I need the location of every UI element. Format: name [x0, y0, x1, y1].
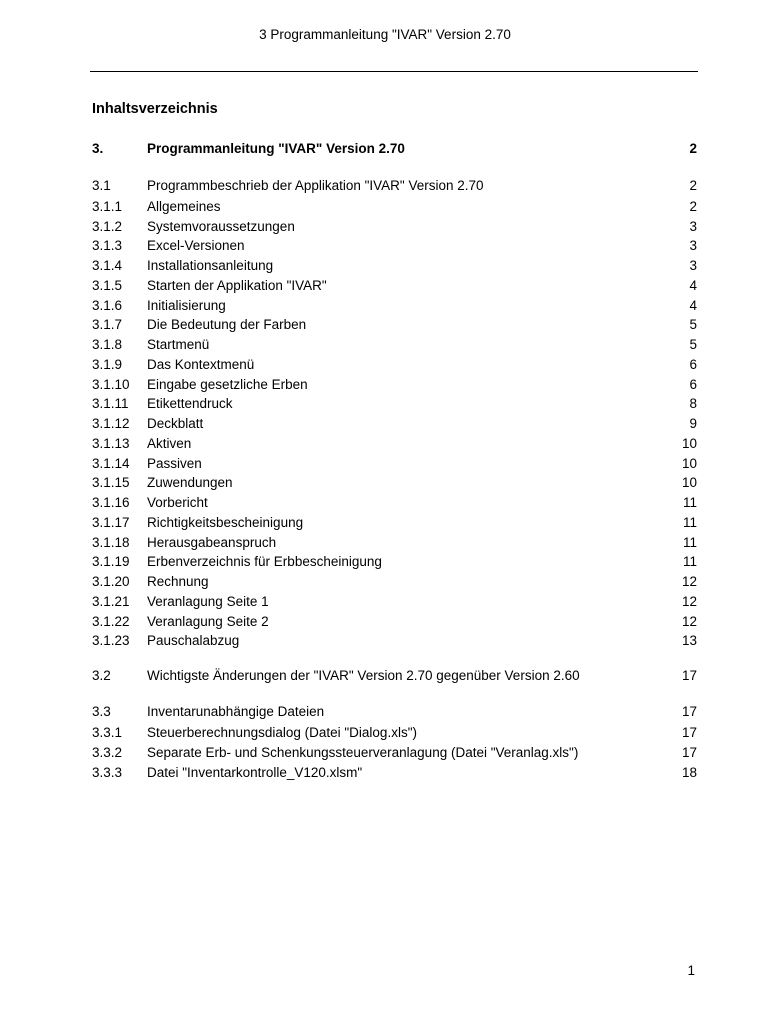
toc-entry[interactable]	[92, 296, 697, 316]
toc-entry-page: 10	[681, 475, 697, 491]
toc-entry-label: Starten der Applikation "IVAR"	[147, 277, 327, 293]
toc-entry-section-3-2[interactable]	[92, 665, 697, 687]
toc-entry-label: Steuerberechnungsdialog (Datei "Dialog.xls")	[147, 725, 417, 740]
running-header: 3 Programmanleitung "IVAR" Version 2.70	[259, 27, 511, 42]
toc-entry-label: Veranlagung Seite 2	[147, 613, 269, 629]
toc-entry-label: Erbenverzeichnis für Erbbescheinigung	[147, 554, 382, 570]
toc-entry-page: 5	[689, 317, 697, 333]
toc-entry-page: 17	[681, 725, 697, 740]
toc-entry-page: 5	[689, 337, 697, 352]
toc-title: Inhaltsverzeichnis	[92, 101, 218, 117]
toc-entry-number: 3.1.1	[92, 198, 123, 214]
toc-entry-label: Programmanleitung "IVAR" Version 2.70	[147, 141, 405, 156]
table-of-contents	[92, 139, 697, 782]
toc-entry-number: 3.2	[92, 668, 111, 683]
toc-entry-number: 3.3.1	[92, 725, 123, 740]
toc-entry-page: 9	[689, 416, 697, 431]
toc-entry-label: Passiven	[147, 455, 202, 471]
toc-entry-number: 3.	[92, 141, 104, 156]
toc-entry-number: 3.1.15	[92, 475, 130, 491]
toc-entry-number: 3.1.2	[92, 218, 123, 234]
toc-entry-label: Excel-Versionen	[147, 238, 245, 254]
header-rule	[90, 71, 698, 72]
toc-entry-page: 4	[689, 277, 697, 293]
toc-subsection-list-3-1	[92, 197, 697, 651]
toc-entry[interactable]	[92, 533, 697, 553]
toc-entry-label: Etikettendruck	[147, 396, 233, 412]
toc-entry-label: Eingabe gesetzliche Erben	[147, 376, 308, 392]
toc-entry-number: 3.1.22	[92, 613, 130, 629]
toc-entry-label: Programmbeschrieb der Applikation "IVAR" Version 2.70	[147, 177, 484, 193]
toc-entry[interactable]	[92, 572, 697, 592]
toc-entry-label: Separate Erb- und Schenkungssteuerveranlagung (Datei "Veranlag.xls")	[147, 744, 579, 760]
toc-entry-page: 17	[681, 744, 697, 760]
toc-entry-label: Inventarunabhängige Dateien	[147, 704, 325, 719]
toc-entry-page: 11	[682, 554, 697, 570]
toc-entry[interactable]	[92, 315, 697, 335]
toc-entry-number: 3.3.3	[92, 764, 123, 780]
toc-entry-label: Die Bedeutung der Farben	[147, 317, 307, 333]
toc-entry-label: Herausgabeanspruch	[147, 534, 277, 550]
toc-entry-number: 3.1.12	[92, 416, 130, 431]
toc-entry-label: Systemvoraussetzungen	[147, 218, 295, 234]
toc-entry[interactable]	[92, 414, 697, 434]
toc-entry-number: 3.1.23	[92, 633, 130, 649]
toc-entry[interactable]	[92, 355, 697, 375]
toc-entry[interactable]	[92, 631, 697, 651]
toc-entry-page: 3	[689, 258, 697, 273]
toc-entry-number: 3.1.6	[92, 297, 123, 313]
toc-entry-label: Pauschalabzug	[147, 633, 240, 649]
toc-entry-label: Allgemeines	[147, 198, 221, 214]
toc-entry-page: 3	[689, 238, 697, 254]
toc-entry-number: 3.1.7	[92, 317, 123, 333]
toc-entry[interactable]	[92, 375, 697, 395]
toc-entry-number: 3.1.10	[92, 376, 130, 392]
toc-entry[interactable]	[92, 217, 697, 237]
toc-entry-page: 17	[681, 704, 697, 719]
toc-entry-page: 17	[681, 668, 697, 683]
toc-entry-page: 10	[681, 435, 697, 451]
toc-entry[interactable]	[92, 256, 697, 276]
toc-entry-number: 3.1.17	[92, 514, 130, 530]
toc-entry-label: Installationsanleitung	[147, 258, 274, 273]
toc-entry-number: 3.1.16	[92, 495, 130, 510]
toc-entry[interactable]	[92, 197, 697, 217]
toc-entry-label: Richtigkeitsbescheinigung	[147, 514, 304, 530]
toc-entry-section-3-1[interactable]	[92, 175, 697, 197]
toc-entry[interactable]	[92, 434, 697, 454]
toc-entry[interactable]	[92, 612, 697, 632]
toc-entry-page: 6	[689, 356, 697, 372]
toc-entry-number: 3.1.11	[92, 396, 129, 412]
toc-entry-number: 3.1.3	[92, 238, 123, 254]
toc-entry-number: 3.3	[92, 704, 111, 719]
toc-entry-number: 3.3.2	[92, 744, 123, 760]
toc-entry-page: 8	[689, 396, 697, 412]
toc-entry-number: 3.1.14	[92, 455, 130, 471]
toc-entry[interactable]	[92, 454, 697, 474]
toc-entry[interactable]	[92, 723, 697, 743]
toc-entry-label: Aktiven	[147, 435, 192, 451]
toc-spacer	[92, 159, 697, 175]
toc-entry-number: 3.1.18	[92, 534, 130, 550]
toc-entry[interactable]	[92, 552, 697, 572]
toc-entry-label: Das Kontextmenü	[147, 356, 255, 372]
toc-entry[interactable]	[92, 276, 697, 296]
toc-entry-label: Deckblatt	[147, 416, 204, 431]
toc-entry[interactable]	[92, 335, 697, 355]
toc-entry-label: Vorbericht	[147, 495, 208, 510]
toc-entry-number: 3.1.9	[92, 356, 123, 372]
toc-entry-number: 3.1.21	[92, 593, 130, 609]
toc-entry-page: 2	[689, 198, 697, 214]
toc-entry-number: 3.1.13	[92, 435, 130, 451]
toc-entry-page: 2	[689, 141, 697, 156]
toc-entry-number: 3.1.8	[92, 337, 123, 352]
toc-entry-label: Zuwendungen	[147, 475, 233, 491]
toc-entry-label: Rechnung	[147, 574, 209, 589]
toc-entry-number: 3.1.19	[92, 554, 130, 570]
toc-entry-page: 2	[689, 177, 697, 193]
toc-entry-number: 3.1	[92, 177, 111, 193]
toc-entry-page: 11	[682, 514, 697, 530]
toc-entry-page: 13	[681, 633, 697, 649]
toc-entry-page: 12	[681, 574, 697, 589]
page-number: 1	[687, 963, 695, 978]
toc-entry-page: 12	[681, 593, 697, 609]
toc-entry[interactable]	[92, 743, 697, 763]
toc-entry-label: Wichtigste Änderungen der "IVAR" Version 2.70 gegenüber Version 2.60	[147, 668, 580, 683]
toc-entry-label: Datei "Inventarkontrolle_V120.xlsm"	[147, 764, 363, 780]
toc-entry-page: 11	[682, 534, 697, 550]
toc-entry-page: 11	[682, 495, 697, 510]
toc-subsection-list-3-3	[92, 723, 697, 782]
toc-entry-page: 12	[681, 613, 697, 629]
toc-entry-number: 3.1.20	[92, 574, 130, 589]
toc-spacer	[92, 687, 697, 701]
toc-entry-page: 3	[689, 218, 697, 234]
toc-entry-page: 4	[689, 297, 697, 313]
toc-entry[interactable]	[92, 236, 697, 256]
toc-entry-number: 3.1.4	[92, 258, 123, 273]
toc-entry[interactable]	[92, 493, 697, 513]
toc-entry-page: 18	[681, 764, 697, 780]
toc-entry-label: Veranlagung Seite 1	[147, 593, 269, 609]
toc-entry[interactable]	[92, 473, 697, 493]
toc-entry-chapter-3[interactable]	[92, 139, 697, 159]
toc-entry-page: 6	[689, 376, 697, 392]
toc-entry-page: 10	[681, 455, 697, 471]
toc-entry[interactable]	[92, 592, 697, 612]
toc-entry-label: Initialisierung	[147, 297, 226, 313]
toc-entry[interactable]	[92, 394, 697, 414]
toc-entry-section-3-3[interactable]	[92, 701, 697, 723]
toc-entry[interactable]	[92, 763, 697, 783]
toc-entry[interactable]	[92, 513, 697, 533]
toc-entry-label: Startmenü	[147, 337, 210, 352]
toc-spacer	[92, 651, 697, 665]
toc-entry-number: 3.1.5	[92, 277, 123, 293]
